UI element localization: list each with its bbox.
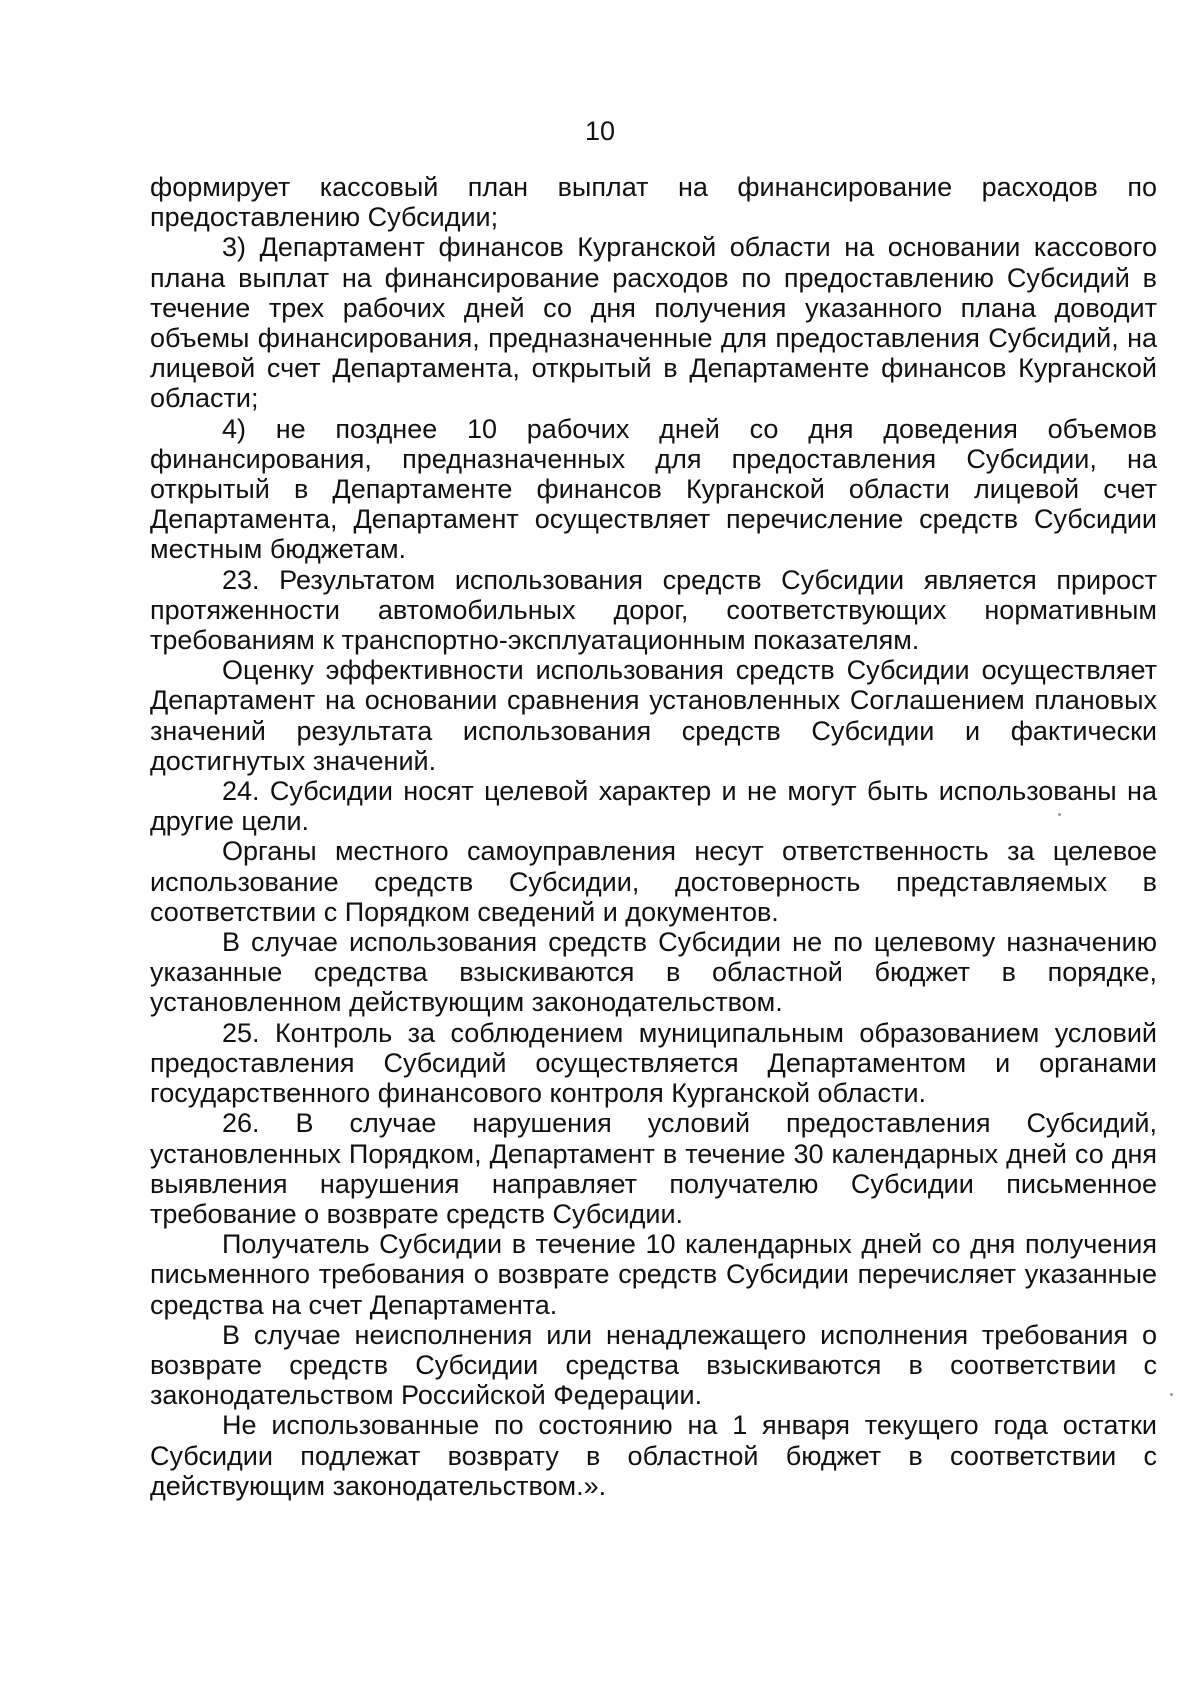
document-body [150, 172, 1157, 1501]
paragraph: формирует кассовый план выплат на финансирование расходов по предоставлению Субсидии; [150, 172, 1157, 233]
paragraph: Получатель Субсидии в течение 10 календарных дней со дня получения письменного требования о возврате средств Субсидии перечисляет указанные средства на счет Департамента. [150, 1229, 1157, 1320]
paragraph: В случае использования средств Субсидии не по целевому назначению указанные средства взыскиваются в областной бюджет в порядке, установленном действующим законодательством. [150, 927, 1157, 1018]
page-number: 10 [584, 116, 616, 146]
paragraph: 23. Результатом использования средств Субсидии является прирост протяженности автомобильных дорог, соответствующих нормативным требованиям к транспортно-эксплуатационным показателям. [150, 564, 1157, 656]
paragraph: 26. В случае нарушения условий предоставления Субсидий, установленных Порядком, Департамент в течение 30 календарных дней со дня выявления нарушения направляет получателю Субсидии письменное требование о возврате средств Субсидии. [150, 1108, 1157, 1229]
paragraph: В случае неисполнения или ненадлежащего исполнения требования о возврате средств Субсидии средства взыскиваются в соответствии с законодательством Российской Федерации. [150, 1319, 1157, 1411]
paragraph: Органы местного самоуправления несут ответственность за целевое использование средств Субсидии, достоверность представляемых в соответствии с Порядком сведений и документов. [150, 836, 1157, 927]
scan-speck [1058, 813, 1061, 816]
paragraph: 4) не позднее 10 рабочих дней со дня доведения объемов финансирования, предназначенных для предоставления Субсидии, на открытый в Департаменте финансов Курганской области лицевой счет Департамента, Департамент осуществляет перечисление средств Субсидии местным бюджетам. [150, 413, 1157, 565]
paragraph: Оценку эффективности использования средств Субсидии осуществляет Департамент на основании сравнения установленных Соглашением плановых значений результата использования средств Субсидии и фактически достигнутых значений. [150, 655, 1157, 776]
paragraph: 24. Субсидии носят целевой характер и не могут быть использованы на другие цели. [150, 776, 1157, 837]
paragraph: 3) Департамент финансов Курганской области на основании кассового плана выплат на финансирование расходов по предоставлению Субсидий в течение трех рабочих дней со дня получения указанного плана доводит объемы финансирования, предназначенные для предоставления Субсидий, на лицевой счет Департамента, открытый в Департаменте финансов Курганской области; [150, 232, 1157, 414]
paragraph: Не использованные по состоянию на 1 января текущего года остатки Субсидии подлежат возврату в областной бюджет в соответствии с действующим законодательством.». [150, 1410, 1157, 1501]
scan-speck [1170, 1393, 1173, 1396]
paragraph: 25. Контроль за соблюдением муниципальным образованием условий предоставления Субсидий осуществляется Департаментом и органами государственного финансового контроля Курганской области. [150, 1017, 1157, 1109]
